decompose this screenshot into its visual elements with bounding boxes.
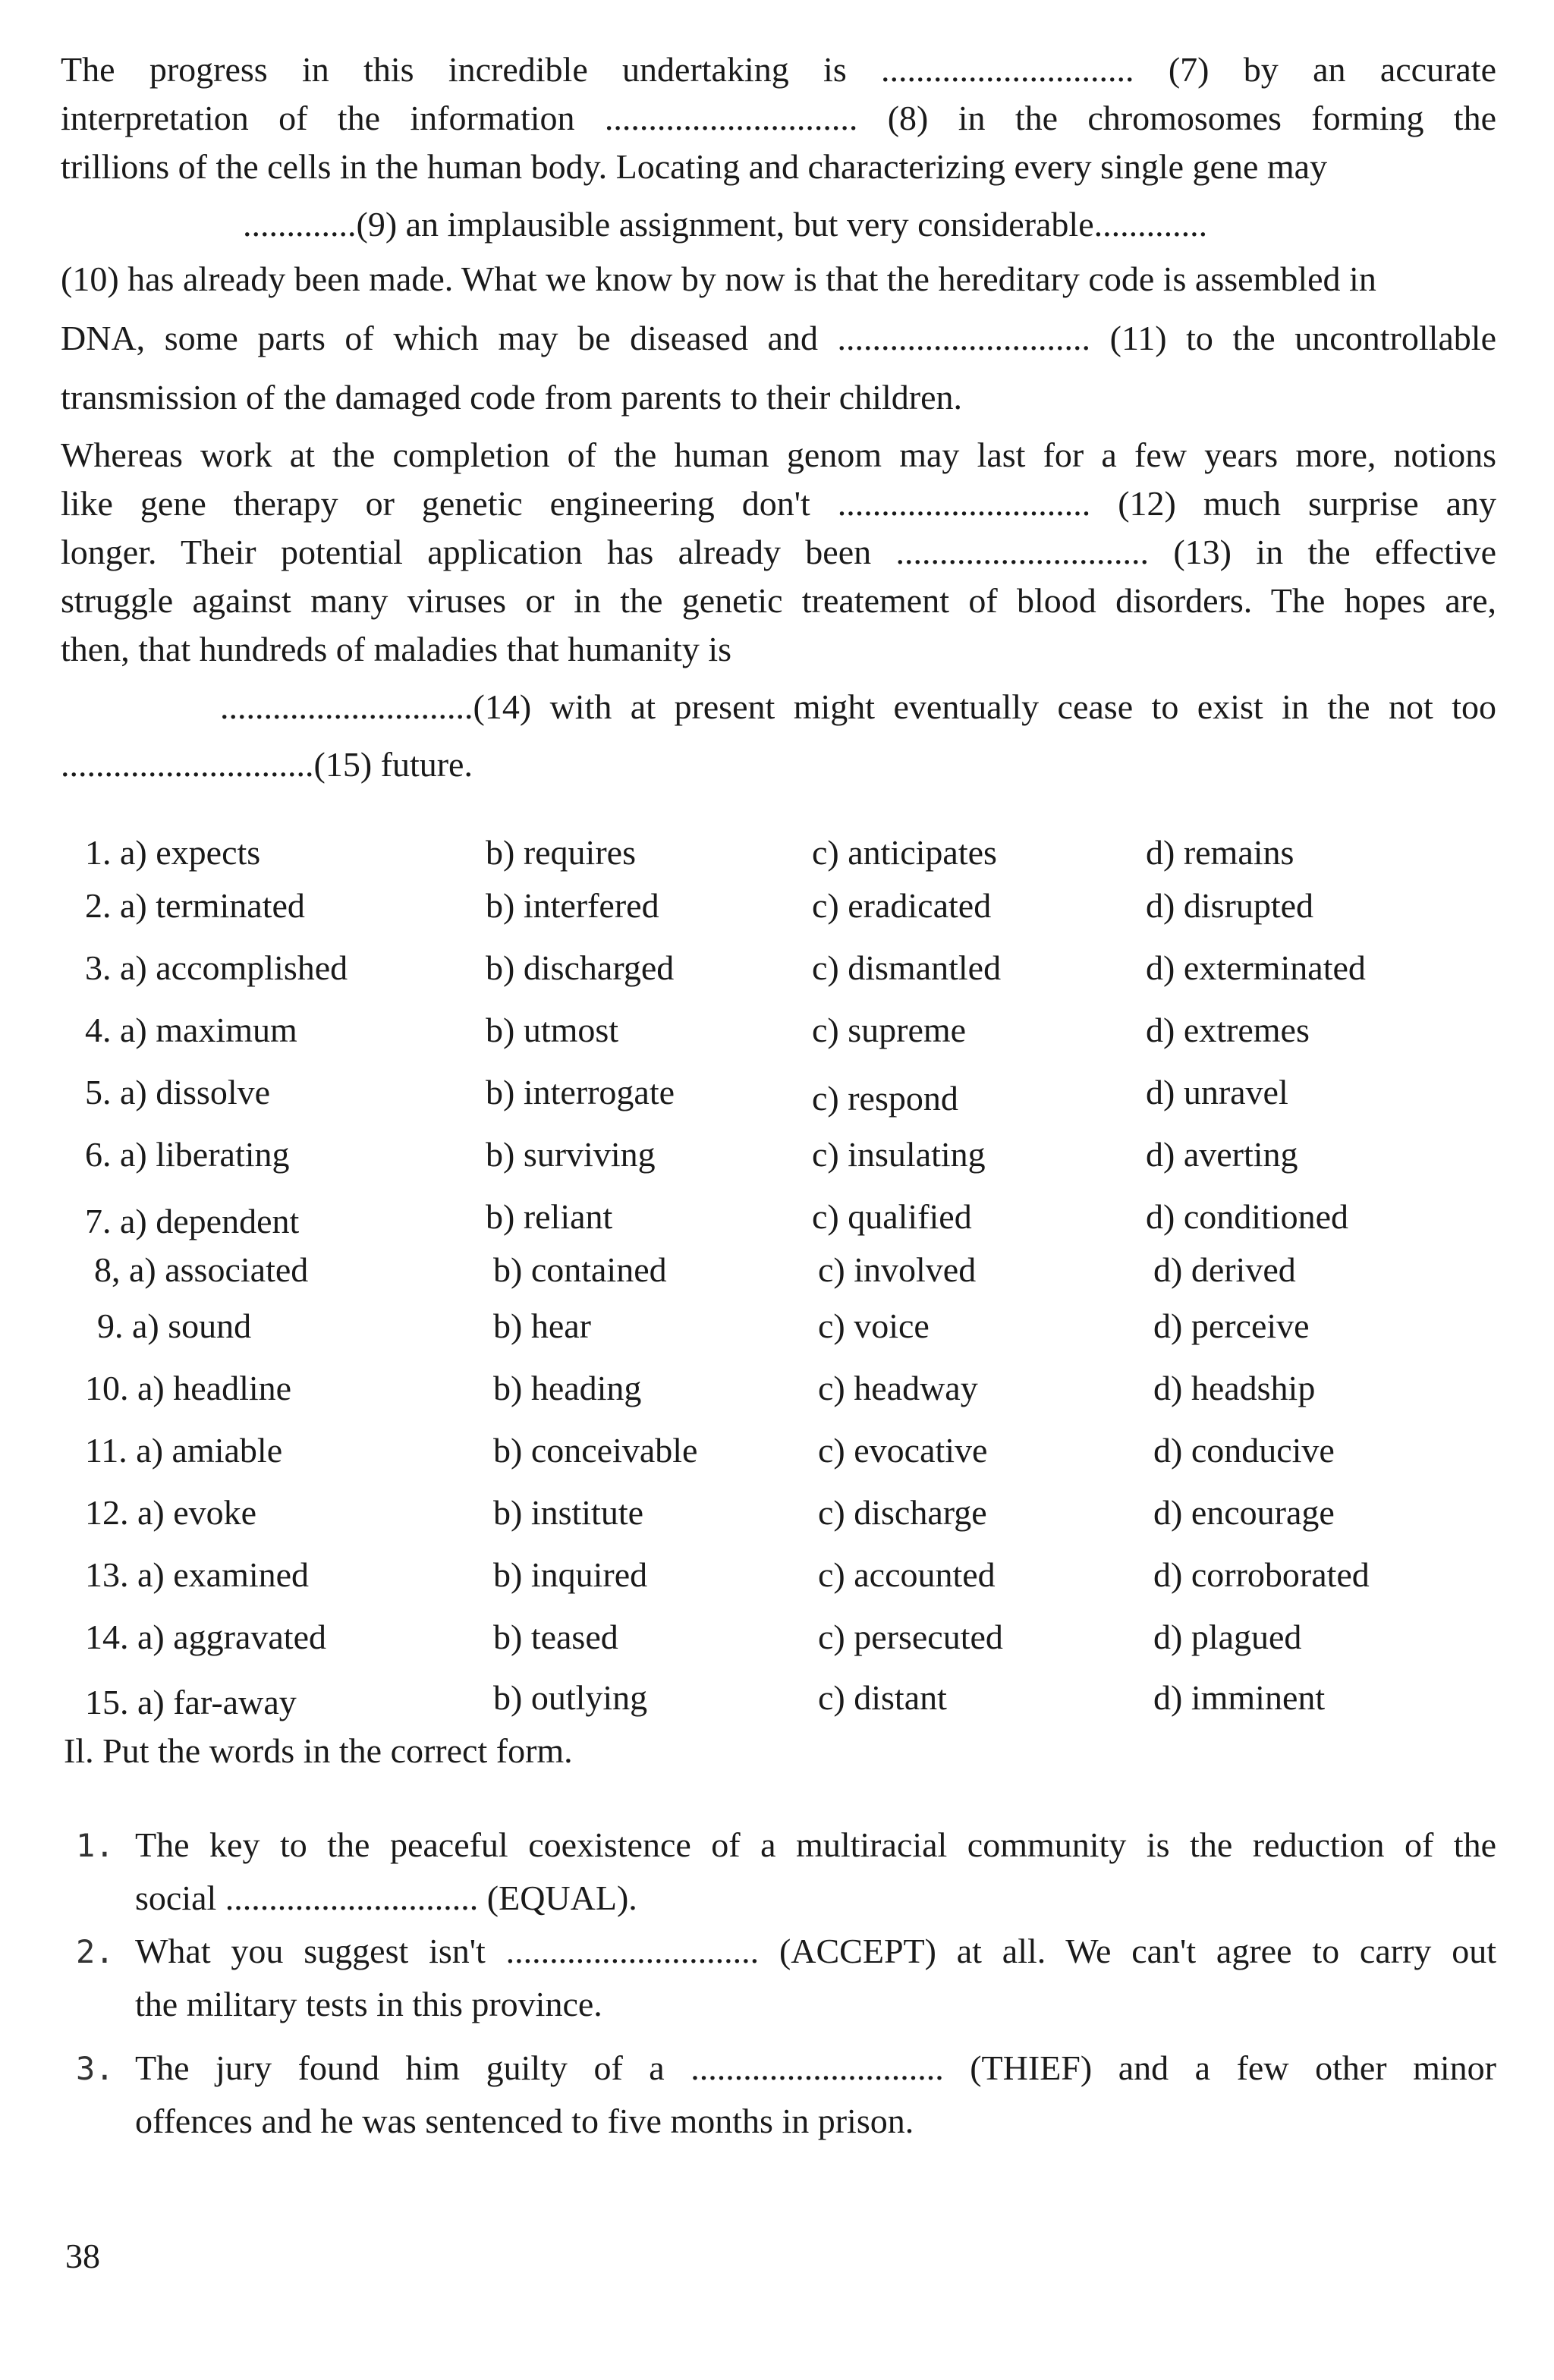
option-d: d) derived: [1153, 1250, 1296, 1289]
passage-line: like gene therapy or genetic engineering don't ............................. (12) much surprise any: [61, 484, 1496, 523]
option-b: b) requires: [486, 833, 636, 872]
option-a: 14. a) aggravated: [85, 1618, 327, 1656]
option-c: c) qualified: [812, 1197, 972, 1236]
question-line: offences and he was sentenced to five months in prison.: [135, 2102, 914, 2140]
option-c: c) accounted: [818, 1555, 996, 1594]
passage-line: interpretation of the information ............................. (8) in the chromosomes forming the: [61, 99, 1496, 137]
option-b: b) heading: [493, 1369, 642, 1407]
option-b: b) utmost: [486, 1011, 619, 1049]
option-d: d) averting: [1146, 1135, 1298, 1174]
option-c: c) respond: [812, 1079, 958, 1118]
question-number: 3.: [76, 2050, 115, 2087]
passage-line: then, that hundreds of maladies that humanity is: [61, 630, 732, 668]
option-d: d) imminent: [1153, 1678, 1326, 1717]
question-number: 1.: [76, 1827, 115, 1864]
option-c: c) discharge: [818, 1493, 987, 1532]
option-row: [0, 1364, 1554, 1413]
option-a: 12. a) evoke: [85, 1493, 257, 1532]
option-d: d) remains: [1146, 833, 1294, 872]
option-row: [0, 1006, 1554, 1055]
option-b: b) reliant: [486, 1197, 613, 1236]
option-b: b) conceivable: [493, 1431, 698, 1470]
option-a: 5. a) dissolve: [85, 1073, 271, 1111]
option-d: d) corroborated: [1153, 1555, 1370, 1594]
option-c: c) distant: [818, 1678, 947, 1717]
option-b: b) hear: [493, 1306, 591, 1345]
option-a: 1. a) expects: [85, 833, 261, 872]
page-number: 38: [65, 2237, 100, 2275]
passage-line: The progress in this incredible undertaking is ............................. (7) by an accurate: [61, 50, 1496, 89]
option-d: d) unravel: [1146, 1073, 1288, 1111]
option-d: d) conditioned: [1146, 1197, 1348, 1236]
option-row: [0, 882, 1554, 930]
option-row: [0, 1674, 1554, 1722]
option-a: 7. a) dependent: [85, 1202, 300, 1240]
passage-line: struggle against many viruses or in the genetic treatement of blood disorders. The hopes are,: [61, 581, 1496, 620]
option-b: b) teased: [493, 1618, 618, 1656]
option-d: d) plagued: [1153, 1618, 1302, 1656]
option-c: c) anticipates: [812, 833, 997, 872]
option-b: b) outlying: [493, 1678, 648, 1717]
question-line: social ............................. (EQUAL).: [135, 1879, 637, 1917]
option-b: b) discharged: [486, 948, 675, 987]
option-a: 6. a) liberating: [85, 1135, 290, 1174]
option-a: 3. a) accomplished: [85, 948, 348, 987]
option-a: 9. a) sound: [97, 1306, 252, 1345]
option-d: d) encourage: [1153, 1493, 1335, 1532]
section-heading: Il. Put the words in the correct form.: [64, 1731, 573, 1770]
option-c: c) eradicated: [812, 886, 992, 925]
passage-line: transmission of the damaged code from parents to their children.: [61, 378, 962, 417]
option-c: c) dismantled: [812, 948, 1002, 987]
passage-line: Whereas work at the completion of the human genom may last for a few years more, notions: [61, 435, 1496, 474]
option-row: [0, 828, 1554, 877]
option-row: [0, 1613, 1554, 1662]
option-d: d) conducive: [1153, 1431, 1335, 1470]
option-a: 2. a) terminated: [85, 886, 305, 925]
option-d: d) headship: [1153, 1369, 1316, 1407]
option-c: c) insulating: [812, 1135, 986, 1174]
option-a: 13. a) examined: [85, 1555, 310, 1594]
option-b: b) contained: [493, 1250, 667, 1289]
option-row: [0, 1193, 1554, 1241]
option-row: [0, 944, 1554, 992]
question-line: The key to the peaceful coexistence of a multiracial community is the reduction of the: [135, 1825, 1496, 1864]
passage-line: .............................(14) with at present might eventually cease to exist in the not too: [220, 687, 1496, 726]
option-d: d) perceive: [1153, 1306, 1310, 1345]
option-row: [0, 1302, 1554, 1350]
option-a: 4. a) maximum: [85, 1011, 297, 1049]
question-line: the military tests in this province.: [135, 1985, 602, 2023]
option-b: b) interrogate: [486, 1073, 675, 1111]
option-b: b) surviving: [486, 1135, 656, 1174]
option-c: c) voice: [818, 1306, 930, 1345]
passage-line: longer. Their potential application has already been ............................. (13) in the effective: [61, 533, 1496, 571]
option-row: [0, 1426, 1554, 1475]
option-c: c) supreme: [812, 1011, 967, 1049]
question-line: The jury found him guilty of a ............................. (THIEF) and a few other minor: [135, 2048, 1496, 2087]
option-b: b) interfered: [486, 886, 659, 925]
option-a: 10. a) headline: [85, 1369, 292, 1407]
option-row: [0, 1551, 1554, 1599]
option-a: 8, a) associated: [94, 1250, 309, 1289]
option-row: [0, 1246, 1554, 1294]
option-d: d) extremes: [1146, 1011, 1310, 1049]
option-b: b) inquired: [493, 1555, 648, 1594]
option-row: [0, 1068, 1554, 1117]
option-c: c) persecuted: [818, 1618, 1003, 1656]
option-d: d) exterminated: [1146, 948, 1366, 987]
option-c: c) involved: [818, 1250, 977, 1289]
option-a: 15. a) far-away: [85, 1683, 297, 1721]
option-c: c) headway: [818, 1369, 978, 1407]
option-d: d) disrupted: [1146, 886, 1314, 925]
passage-line: trillions of the cells in the human body. Locating and characterizing every single gene may: [61, 147, 1328, 186]
passage-line: (10) has already been made. What we know by now is that the hereditary code is assembled in: [61, 259, 1376, 298]
option-b: b) institute: [493, 1493, 644, 1532]
question-number: 2.: [76, 1933, 115, 1970]
passage-line: .............................(15) future.: [61, 745, 473, 784]
option-row: [0, 1489, 1554, 1537]
option-c: c) evocative: [818, 1431, 988, 1470]
passage-line: DNA, some parts of which may be diseased and ............................. (11) to the uncontrollable: [61, 319, 1496, 357]
passage-line: .............(9) an implausible assignment, but very considerable.............: [243, 205, 1208, 244]
option-a: 11. a) amiable: [85, 1431, 283, 1470]
question-line: What you suggest isn't ............................. (ACCEPT) at all. We can't agree to carry out: [135, 1932, 1496, 1970]
option-row: [0, 1130, 1554, 1179]
